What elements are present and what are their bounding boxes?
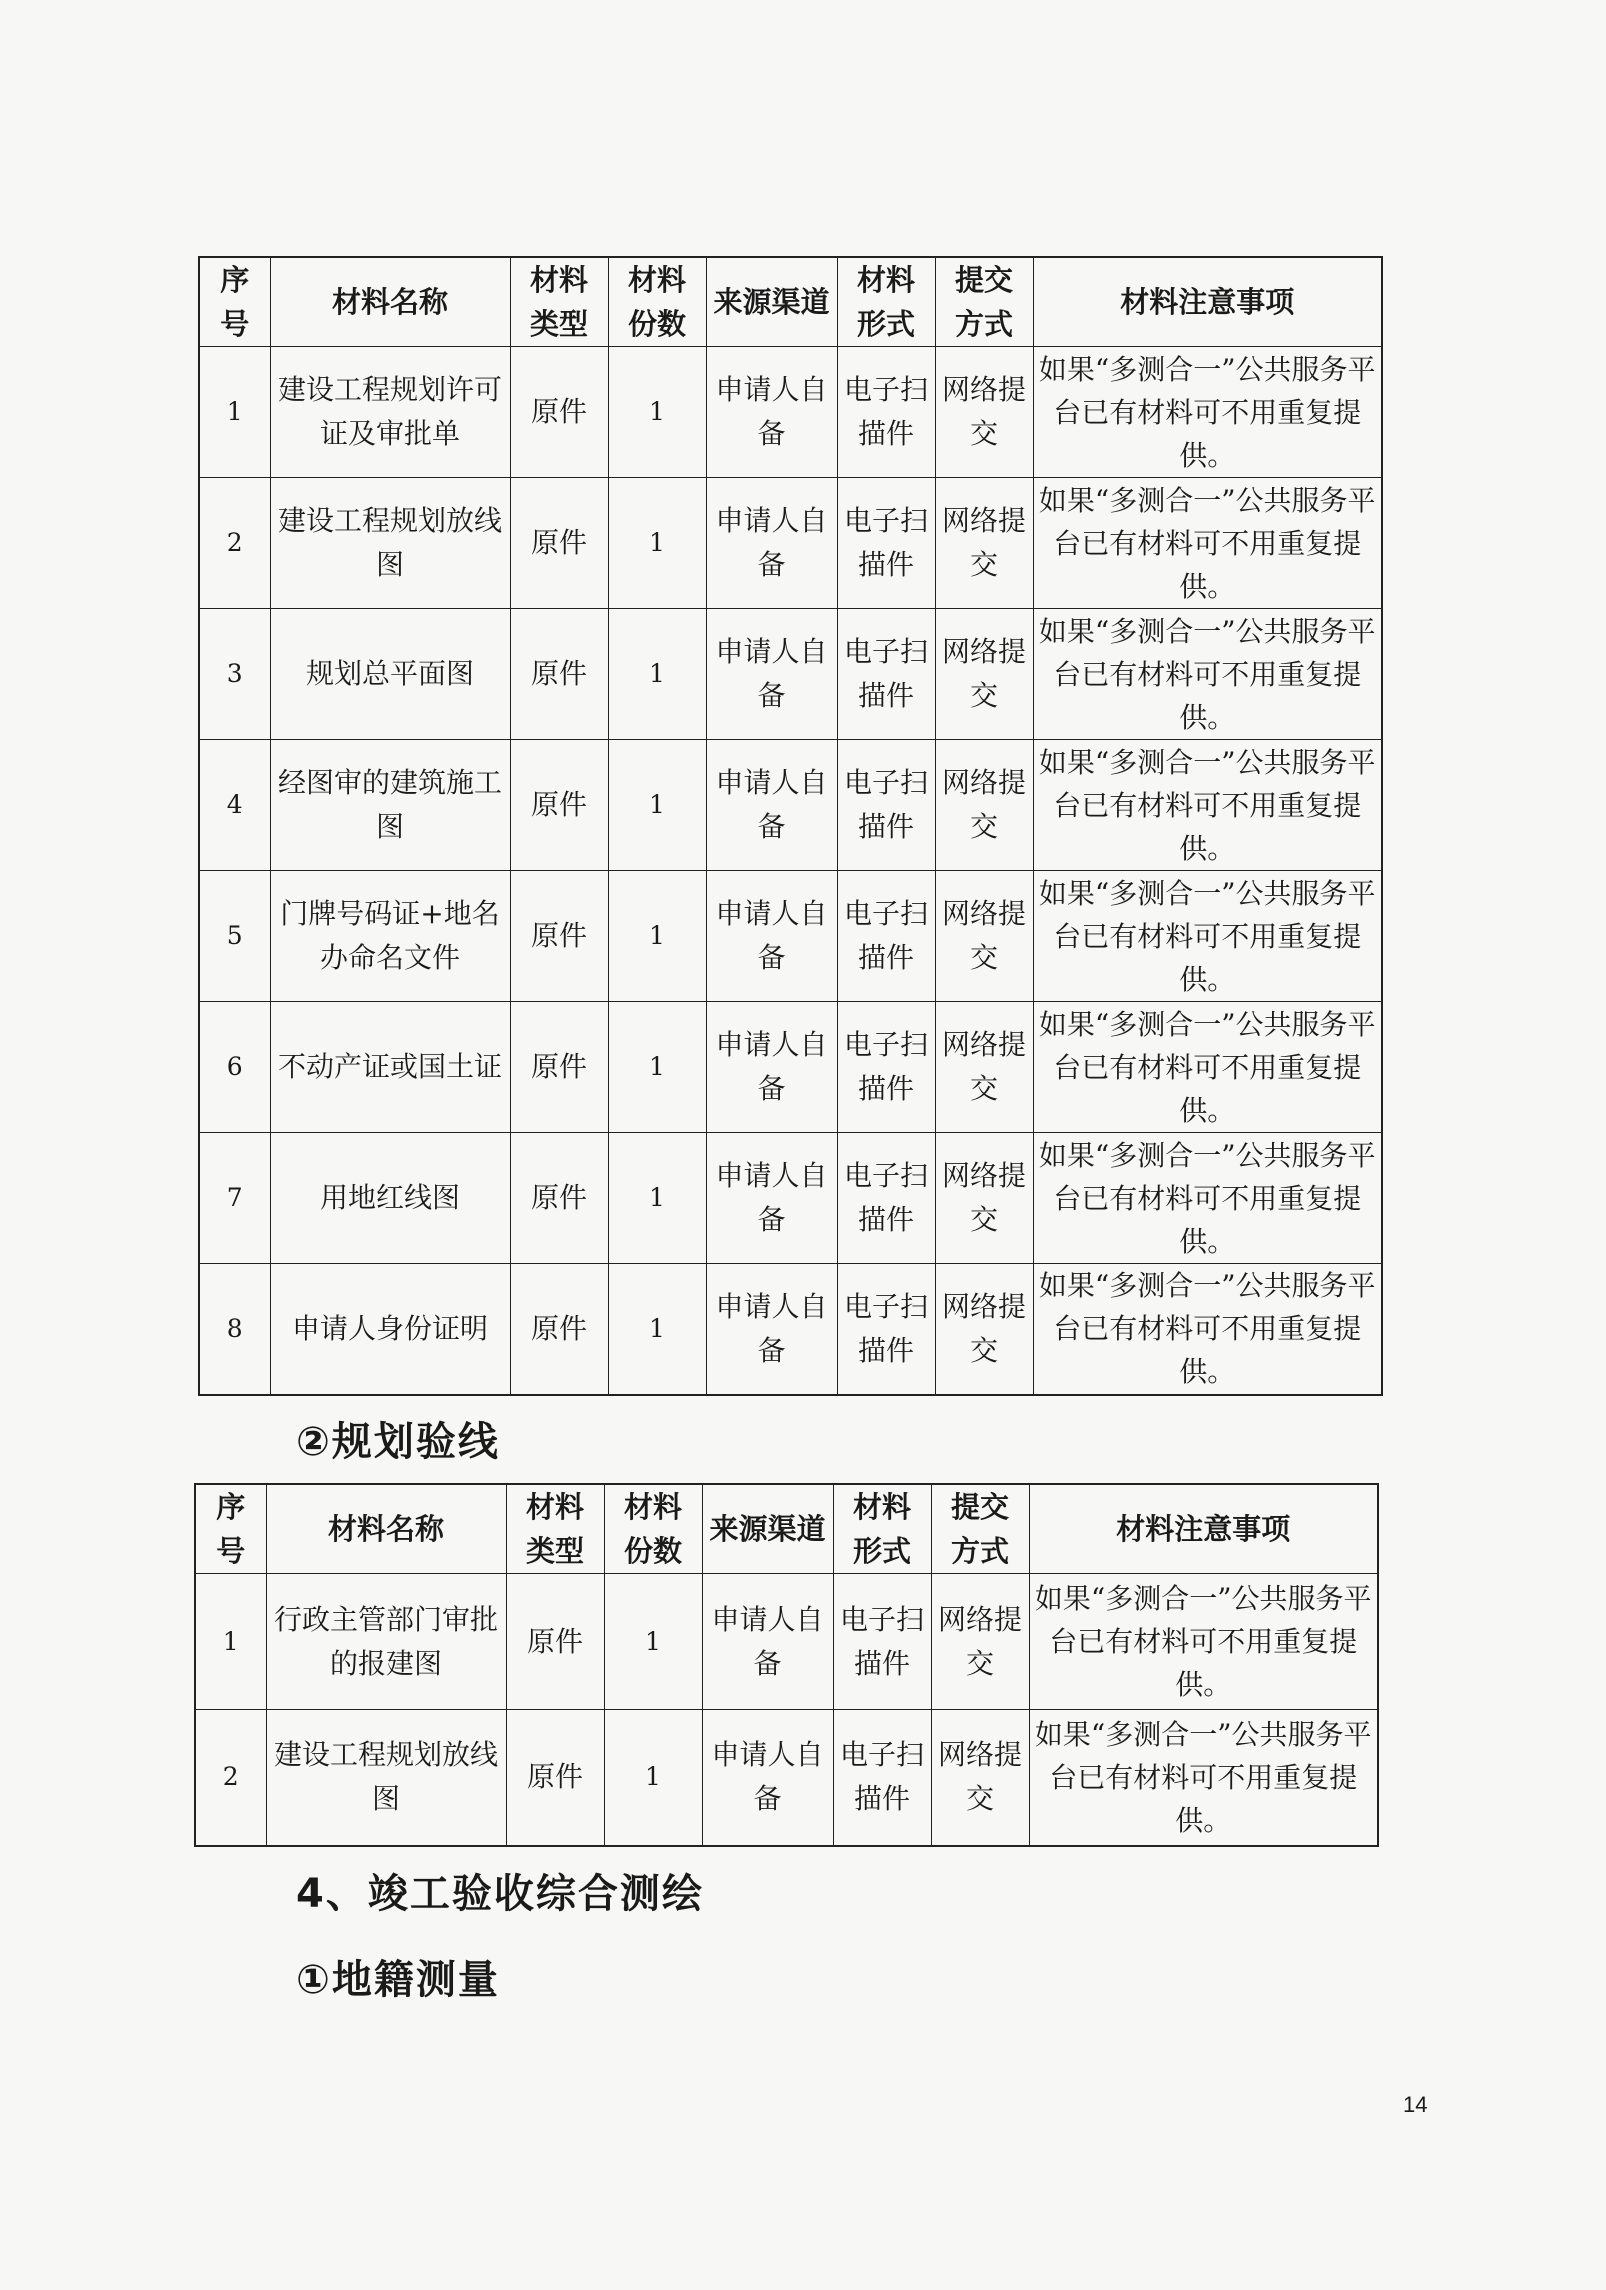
- cell-type: 原件: [506, 1710, 604, 1846]
- cell-type: 原件: [510, 740, 608, 871]
- cell-submit: 网络提交: [935, 740, 1033, 871]
- cell-count: 1: [608, 1133, 706, 1264]
- cell-seq: 3: [199, 609, 270, 740]
- cell-type: 原件: [510, 609, 608, 740]
- section-heading-planning-check: ②规划验线: [296, 1419, 500, 1465]
- cell-count: 1: [608, 1264, 706, 1395]
- cell-name: 规划总平面图: [270, 609, 510, 740]
- cell-type: 原件: [510, 1002, 608, 1133]
- cell-name: 行政主管部门审批的报建图: [266, 1574, 506, 1710]
- cell-note: 如果“多测合一”公共服务平台已有材料可不用重复提供。: [1033, 740, 1382, 871]
- cell-count: 1: [608, 478, 706, 609]
- table-row: [199, 347, 1382, 478]
- cell-form: 电子扫描件: [833, 1574, 931, 1710]
- cell-type: 原件: [510, 1264, 608, 1395]
- cell-note: 如果“多测合一”公共服务平台已有材料可不用重复提供。: [1033, 871, 1382, 1002]
- cell-seq: 7: [199, 1133, 270, 1264]
- cell-count: 1: [608, 740, 706, 871]
- cell-note: 如果“多测合一”公共服务平台已有材料可不用重复提供。: [1033, 1133, 1382, 1264]
- cell-name: 不动产证或国土证: [270, 1002, 510, 1133]
- cell-type: 原件: [506, 1574, 604, 1710]
- cell-submit: 网络提交: [935, 609, 1033, 740]
- cell-note: 如果“多测合一”公共服务平台已有材料可不用重复提供。: [1033, 347, 1382, 478]
- materials-table-1: [198, 256, 1383, 1396]
- cell-name: 建设工程规划放线图: [266, 1710, 506, 1846]
- cell-submit: 网络提交: [931, 1710, 1029, 1846]
- cell-form: 电子扫描件: [837, 1133, 935, 1264]
- section-heading-completion-survey: 4、竣工验收综合测绘: [296, 1871, 704, 1917]
- cell-type: 原件: [510, 478, 608, 609]
- cell-count: 1: [608, 871, 706, 1002]
- cell-note: 如果“多测合一”公共服务平台已有材料可不用重复提供。: [1029, 1710, 1378, 1846]
- cell-seq: 4: [199, 740, 270, 871]
- cell-name: 用地红线图: [270, 1133, 510, 1264]
- col-header-seq: 序号: [195, 1484, 266, 1574]
- col-header-form: 材料形式: [833, 1484, 931, 1574]
- cell-count: 1: [608, 347, 706, 478]
- col-header-note: 材料注意事项: [1029, 1484, 1378, 1574]
- col-header-source: 来源渠道: [706, 257, 837, 347]
- table-row: [199, 1133, 1382, 1264]
- cell-note: 如果“多测合一”公共服务平台已有材料可不用重复提供。: [1033, 609, 1382, 740]
- cell-type: 原件: [510, 347, 608, 478]
- cell-source: 申请人自备: [706, 347, 837, 478]
- cell-submit: 网络提交: [935, 1002, 1033, 1133]
- cell-source: 申请人自备: [706, 1264, 837, 1395]
- cell-name: 经图审的建筑施工图: [270, 740, 510, 871]
- col-header-type: 材料类型: [506, 1484, 604, 1574]
- cell-form: 电子扫描件: [837, 740, 935, 871]
- section-heading-cadastral-survey: ①地籍测量: [296, 1957, 500, 2003]
- table-row: [199, 609, 1382, 740]
- cell-name: 申请人身份证明: [270, 1264, 510, 1395]
- cell-form: 电子扫描件: [837, 609, 935, 740]
- col-header-note: 材料注意事项: [1033, 257, 1382, 347]
- cell-seq: 5: [199, 871, 270, 1002]
- col-header-type: 材料类型: [510, 257, 608, 347]
- cell-seq: 1: [199, 347, 270, 478]
- cell-submit: 网络提交: [931, 1574, 1029, 1710]
- table-row: [195, 1574, 1378, 1710]
- cell-seq: 1: [195, 1574, 266, 1710]
- col-header-form: 材料形式: [837, 257, 935, 347]
- cell-note: 如果“多测合一”公共服务平台已有材料可不用重复提供。: [1033, 1002, 1382, 1133]
- cell-count: 1: [604, 1710, 702, 1846]
- cell-source: 申请人自备: [706, 478, 837, 609]
- cell-form: 电子扫描件: [833, 1710, 931, 1846]
- cell-name: 建设工程规划许可证及审批单: [270, 347, 510, 478]
- cell-source: 申请人自备: [706, 609, 837, 740]
- table-header-row: [199, 257, 1382, 347]
- cell-seq: 2: [195, 1710, 266, 1846]
- cell-form: 电子扫描件: [837, 871, 935, 1002]
- cell-type: 原件: [510, 871, 608, 1002]
- cell-count: 1: [608, 1002, 706, 1133]
- cell-source: 申请人自备: [702, 1574, 833, 1710]
- col-header-name: 材料名称: [270, 257, 510, 347]
- col-header-seq: 序号: [199, 257, 270, 347]
- cell-submit: 网络提交: [935, 1264, 1033, 1395]
- col-header-submit: 提交方式: [935, 257, 1033, 347]
- cell-source: 申请人自备: [706, 1002, 837, 1133]
- table-row: [195, 1710, 1378, 1846]
- col-header-submit: 提交方式: [931, 1484, 1029, 1574]
- cell-note: 如果“多测合一”公共服务平台已有材料可不用重复提供。: [1033, 478, 1382, 609]
- table-row: [199, 740, 1382, 871]
- cell-submit: 网络提交: [935, 347, 1033, 478]
- cell-source: 申请人自备: [706, 740, 837, 871]
- cell-seq: 6: [199, 1002, 270, 1133]
- cell-seq: 8: [199, 1264, 270, 1395]
- cell-count: 1: [604, 1574, 702, 1710]
- cell-source: 申请人自备: [706, 1133, 837, 1264]
- col-header-count: 材料份数: [608, 257, 706, 347]
- col-header-source: 来源渠道: [702, 1484, 833, 1574]
- cell-form: 电子扫描件: [837, 347, 935, 478]
- cell-note: 如果“多测合一”公共服务平台已有材料可不用重复提供。: [1029, 1574, 1378, 1710]
- cell-form: 电子扫描件: [837, 1002, 935, 1133]
- cell-form: 电子扫描件: [837, 1264, 935, 1395]
- table-row: [199, 871, 1382, 1002]
- table-row: [199, 1264, 1382, 1395]
- col-header-name: 材料名称: [266, 1484, 506, 1574]
- cell-source: 申请人自备: [702, 1710, 833, 1846]
- table-row: [199, 478, 1382, 609]
- cell-submit: 网络提交: [935, 871, 1033, 1002]
- cell-seq: 2: [199, 478, 270, 609]
- cell-name: 门牌号码证+地名办命名文件: [270, 871, 510, 1002]
- materials-table-2: [194, 1483, 1379, 1847]
- table-row: [199, 1002, 1382, 1133]
- table-header-row: [195, 1484, 1378, 1574]
- cell-count: 1: [608, 609, 706, 740]
- cell-submit: 网络提交: [935, 1133, 1033, 1264]
- cell-form: 电子扫描件: [837, 478, 935, 609]
- cell-note: 如果“多测合一”公共服务平台已有材料可不用重复提供。: [1033, 1264, 1382, 1395]
- cell-source: 申请人自备: [706, 871, 837, 1002]
- cell-name: 建设工程规划放线图: [270, 478, 510, 609]
- cell-submit: 网络提交: [935, 478, 1033, 609]
- page-number: 14: [1403, 2092, 1428, 2117]
- col-header-count: 材料份数: [604, 1484, 702, 1574]
- cell-type: 原件: [510, 1133, 608, 1264]
